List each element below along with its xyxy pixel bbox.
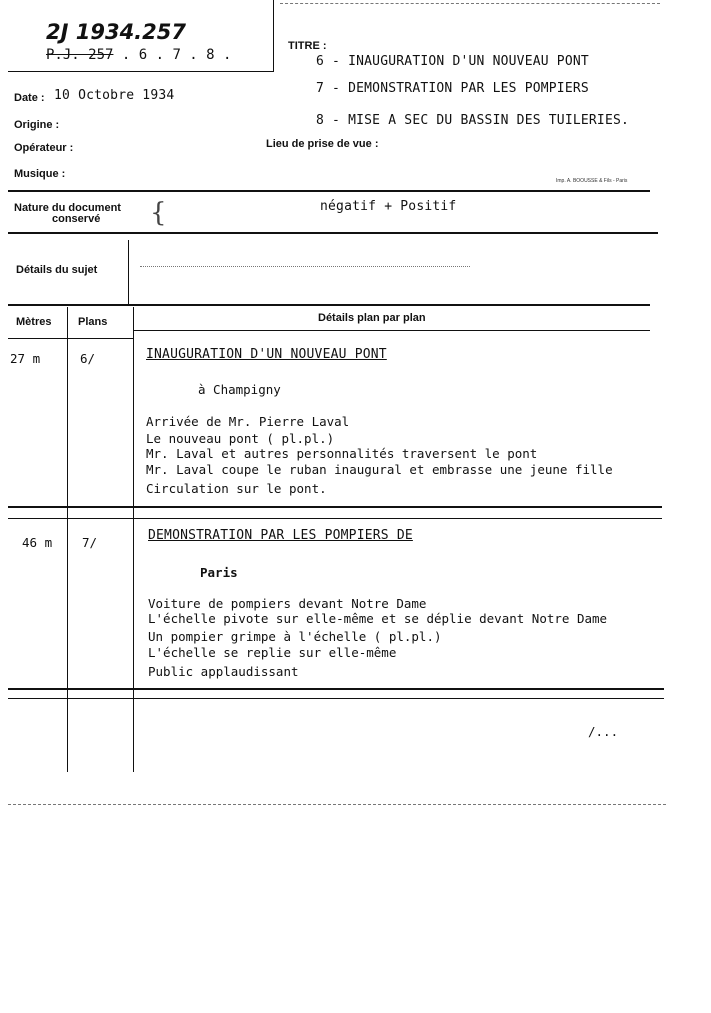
row-divider-1b [8, 518, 662, 519]
row2-line-4: L'échelle se replie sur elle-même [148, 645, 397, 660]
row1-line-4: Mr. Laval coupe le ruban inaugural et embrasse une jeune fille [146, 462, 613, 477]
details-sujet-bracket [128, 240, 129, 304]
row2-line-5: Public applaudissant [148, 664, 299, 679]
nature-label-line2: conservé [52, 213, 101, 225]
rule-3 [8, 304, 650, 306]
col-divider-1 [67, 307, 68, 772]
reference-line [46, 47, 231, 63]
row1-line-2: Le nouveau pont ( pl.pl.) [146, 431, 335, 446]
printer-imprint: Imp. A. BOOUSSE & Fils - Paris [556, 178, 628, 184]
header-left-rule [8, 338, 134, 339]
date-label: Date : [14, 92, 45, 104]
titre-item-7: 7 - DEMONSTRATION PAR LES POMPIERS [316, 81, 589, 96]
header-box-right-border [273, 0, 274, 72]
row2-line-2: L'échelle pivote sur elle-même et se déplie devant Notre Dame [148, 611, 608, 626]
nature-label-line1: Nature du document [14, 202, 121, 214]
date-value: 10 Octobre 1934 [54, 88, 175, 103]
details-sujet-dots [140, 266, 470, 267]
row2-metres: 46 m [22, 535, 53, 550]
operateur-label: Opérateur : [14, 142, 74, 154]
handwritten-reference: 2J 1934.257 [46, 20, 186, 44]
rule-2 [8, 232, 658, 234]
row1-plan: 6/ [80, 351, 96, 366]
nature-value: négatif + Positif [320, 199, 457, 214]
reference-numbers: . 6 . 7 . 8 . [121, 47, 232, 63]
row2-plan: 7/ [82, 535, 98, 550]
titre-item-6: 6 - INAUGURATION D'UN NOUVEAU PONT [316, 54, 589, 69]
row2-line-1: Voiture de pompiers devant Notre Dame [148, 596, 427, 611]
row2-line-3: Un pompier grimpe à l'échelle ( pl.pl.) [148, 629, 442, 644]
titre-item-8: 8 - MISE A SEC DU BASSIN DES TUILERIES. [316, 113, 630, 128]
row1-subtitle: à Champigny [198, 382, 281, 397]
titre-label: TITRE : [288, 40, 327, 52]
row1-line-1: Arrivée de Mr. Pierre Laval [146, 414, 350, 429]
col-header-details: Détails plan par plan [318, 312, 426, 324]
row1-line-3: Mr. Laval et autres personnalités traversent le pont [146, 446, 538, 461]
header-box-bottom-border [8, 71, 274, 72]
rule-1 [8, 190, 650, 192]
row1-title: INAUGURATION D'UN NOUVEAU PONT [146, 347, 387, 362]
row2-subtitle: Paris [200, 565, 238, 580]
col-divider-2 [133, 307, 134, 772]
origine-label: Origine : [14, 119, 60, 131]
lieu-label: Lieu de prise de vue : [266, 138, 379, 150]
row1-line-5: Circulation sur le pont. [146, 481, 327, 496]
col-header-plans: Plans [78, 316, 108, 328]
nature-brace: { [150, 198, 167, 228]
continuation-mark: /... [588, 724, 619, 739]
musique-label: Musique : [14, 168, 66, 180]
bottom-dashed-line [8, 804, 666, 805]
row-divider-1 [8, 506, 662, 508]
row-divider-2b [8, 698, 664, 699]
row1-metres: 27 m [10, 351, 41, 366]
struck-reference: P.J. 257 [46, 47, 114, 63]
top-dashed-line [280, 3, 660, 4]
row-divider-2 [8, 688, 664, 690]
col-header-metres: Mètres [16, 316, 52, 328]
row2-title: DEMONSTRATION PAR LES POMPIERS DE [148, 528, 413, 543]
details-sujet-label: Détails du sujet [16, 264, 98, 276]
header-details-rule [134, 330, 650, 331]
